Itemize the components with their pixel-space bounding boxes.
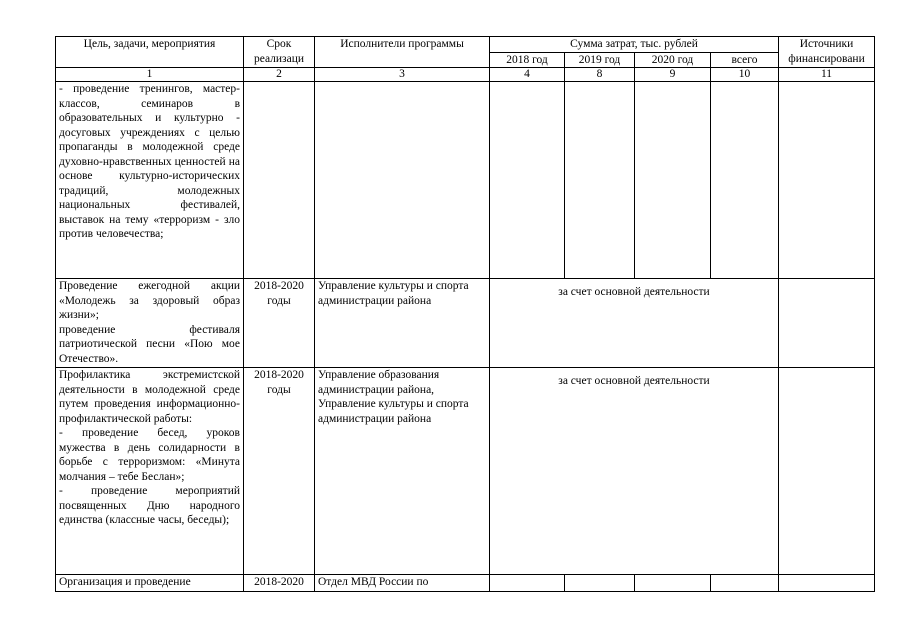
row-funding: за счет основной деятельности [490,279,779,368]
col-number: 4 [490,68,565,82]
header-year-2018: 2018 год [490,52,565,68]
table-row [56,575,875,592]
row-source [779,279,875,368]
header-total: всего [711,52,779,68]
table-row [56,82,875,279]
row-source [779,82,875,279]
row-term [244,82,315,279]
row-cost-2019 [565,575,635,592]
row-executors: Управление образования администрации района, Управление культуры и спорта администрации района [315,368,490,575]
row-cost-2019 [565,82,635,279]
row-source [779,368,875,575]
header-cost: Сумма затрат, тыс. рублей [490,37,779,53]
header-goal: Цель, задачи, мероприятия [56,37,244,68]
table-row [56,368,875,575]
header-source: Источники финансировани [779,37,875,68]
col-number: 11 [779,68,875,82]
row-goal-text: Организация и проведение [56,575,244,592]
header-executors: Исполнители программы [315,37,490,68]
col-number: 9 [635,68,711,82]
row-term: 2018-2020 [244,575,315,592]
row-cost-2018 [490,575,565,592]
column-number-row [56,68,875,82]
col-number: 2 [244,68,315,82]
header-year-2019: 2019 год [565,52,635,68]
header-term: Срок реализаци [244,37,315,68]
row-goal-text: Профилактика экстремистской деятельности в молодежной среде путем проведения информационно-профилактической работы: - проведение бесед, уроков мужества в день солидарности в борьбе с терроризмом: «Минута молчания – тебе Беслан»; - проведение мероприятий посвященных Дню народного единства (классные часы, беседы); [56,368,244,575]
row-funding: за счет основной деятельности [490,368,779,575]
row-executors: Управление культуры и спорта администрации района [315,279,490,368]
program-table [55,36,875,592]
col-number: 3 [315,68,490,82]
header-row [56,37,875,53]
row-cost-2018 [490,82,565,279]
col-number: 8 [565,68,635,82]
table-row [56,279,875,368]
row-term: 2018-2020 годы [244,368,315,575]
row-cost-2020 [635,575,711,592]
row-cost-total [711,575,779,592]
row-executors: Отдел МВД России по [315,575,490,592]
row-goal-text: Проведение ежегодной акции «Молодежь за здоровый образ жизни»; проведение фестиваля патриотической песни «Пою мое Отечество». [56,279,244,368]
row-source [779,575,875,592]
row-cost-total [711,82,779,279]
row-executors [315,82,490,279]
row-term: 2018-2020 годы [244,279,315,368]
col-number: 1 [56,68,244,82]
header-year-2020: 2020 год [635,52,711,68]
row-cost-2020 [635,82,711,279]
row-goal-text: - проведение тренингов, мастер-классов, семинаров в образовательных и культурно - досуговых учреждениях с целью пропаганды в молодежной среде духовно-нравственных ценностей на основе культурно-исторических традиций, молодежных национальных фестивалей, выставок на тему «терроризм - зло против человечества; [56,82,244,279]
col-number: 10 [711,68,779,82]
